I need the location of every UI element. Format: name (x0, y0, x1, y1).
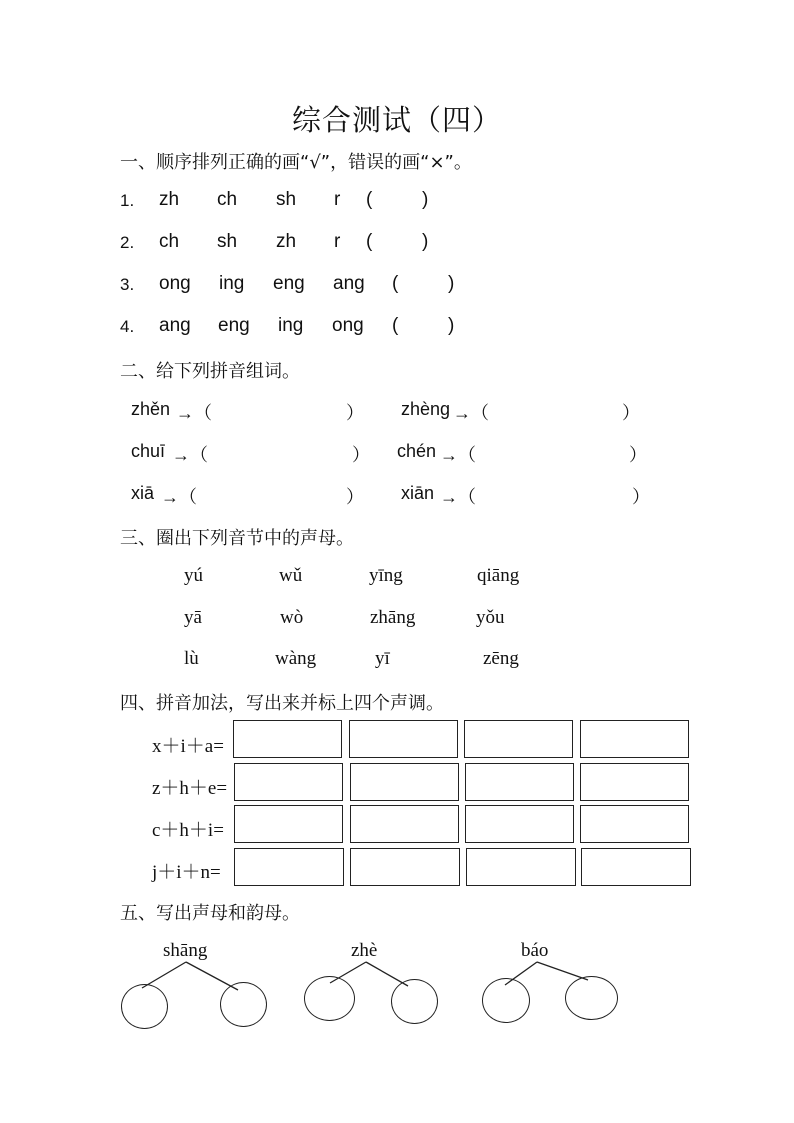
syllable: lù (184, 648, 199, 669)
equation-label: j＋i＋n= (152, 862, 221, 883)
syllable: zhāng (370, 607, 416, 628)
page-title: 综合测试（四） (291, 103, 502, 137)
row-number: 3. (120, 275, 135, 294)
word-pinyin: xiān (401, 483, 435, 503)
section-2-heading: 二、给下列拼音组词。 (120, 361, 300, 382)
pinyin-item: ch (217, 189, 238, 210)
answer-open-paren: ( (392, 273, 399, 294)
syllable: wàng (275, 648, 317, 669)
equation-label: x＋i＋a= (152, 736, 224, 757)
syllable: wò (280, 607, 304, 628)
equation-label: z＋h＋e= (152, 778, 228, 799)
word-arrow: →（ (453, 403, 489, 423)
word-close-paren: ） (622, 403, 640, 423)
syllable: yā (184, 607, 202, 628)
pinyin-item: r (334, 231, 341, 252)
word-pinyin: chuī (131, 441, 166, 461)
word-arrow: →（ (440, 487, 476, 507)
pinyin-item: ch (159, 231, 180, 252)
word-arrow: →（ (176, 403, 212, 423)
pinyin-item: ang (159, 315, 191, 336)
answer-close-paren: ) (422, 231, 429, 252)
pinyin-item: zh (276, 231, 297, 252)
word-close-paren: ） (632, 487, 650, 507)
word-arrow: →（ (172, 445, 208, 465)
word-arrow: →（ (440, 445, 476, 465)
pinyin-item: zh (159, 189, 180, 210)
word-pinyin: zhěn (131, 399, 171, 419)
answer-open-paren: ( (366, 231, 373, 252)
final-circle[interactable] (565, 976, 618, 1020)
final-circle[interactable] (220, 982, 267, 1027)
answer-close-paren: ) (448, 273, 455, 294)
pinyin-item: eng (218, 315, 250, 336)
syllable: zēng (483, 648, 519, 669)
initial-circle[interactable] (304, 976, 355, 1021)
answer-close-paren: ) (448, 315, 455, 336)
initial-circle[interactable] (121, 984, 168, 1029)
syllable: yú (184, 565, 203, 586)
word-pinyin: chén (397, 441, 437, 461)
syllable: yīng (369, 565, 403, 586)
pinyin-item: ing (219, 273, 245, 294)
word-close-paren: ） (346, 403, 364, 423)
section-3-heading: 三、圈出下列音节中的声母。 (120, 528, 354, 549)
pinyin-item: r (334, 189, 341, 210)
row-number: 1. (120, 191, 135, 210)
word-pinyin: xiā (131, 483, 155, 503)
syllable: yǒu (476, 607, 505, 628)
section-1-heading: 一、顺序排列正确的画“√”，错误的画“×”。 (120, 152, 472, 173)
word-close-paren: ） (352, 445, 370, 465)
equation-label: c＋h＋i= (152, 820, 224, 841)
final-circle[interactable] (391, 979, 438, 1024)
answer-close-paren: ) (422, 189, 429, 210)
pinyin-item: sh (276, 189, 297, 210)
section-5-heading: 五、写出声母和韵母。 (120, 903, 300, 924)
row-number: 2. (120, 233, 135, 252)
syllable: yī (375, 648, 390, 669)
pinyin-item: ang (333, 273, 365, 294)
word-close-paren: ） (629, 445, 647, 465)
syllable: wǔ (279, 565, 303, 586)
syllable: qiāng (477, 565, 520, 586)
pinyin-item: ong (332, 315, 364, 336)
answer-open-paren: ( (392, 315, 399, 336)
syllable: zhè (351, 940, 378, 961)
syllable: shāng (163, 940, 208, 961)
pinyin-item: sh (217, 231, 238, 252)
word-arrow: →（ (161, 487, 197, 507)
word-pinyin: zhèng (401, 399, 451, 419)
word-close-paren: ） (346, 487, 364, 507)
pinyin-item: eng (273, 273, 305, 294)
row-number: 4. (120, 317, 135, 336)
syllable: báo (521, 940, 549, 961)
initial-circle[interactable] (482, 978, 530, 1023)
pinyin-item: ong (159, 273, 191, 294)
answer-open-paren: ( (366, 189, 373, 210)
section-4-heading: 四、拼音加法，写出来并标上四个声调。 (120, 693, 444, 714)
pinyin-item: ing (278, 315, 304, 336)
